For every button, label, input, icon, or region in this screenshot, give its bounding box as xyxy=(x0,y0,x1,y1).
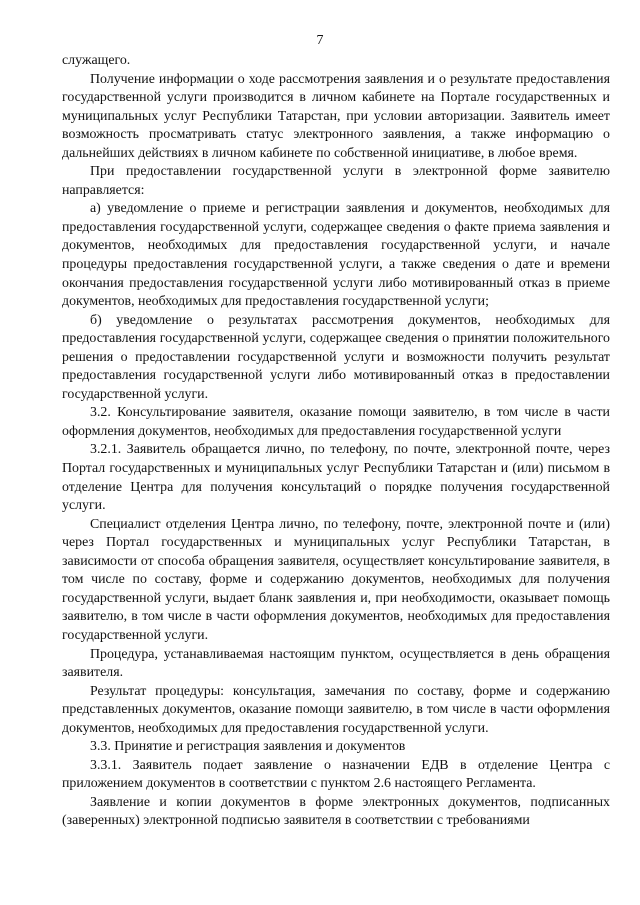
paragraph: Заявление и копии документов в форме электронных документов, подписанных (заверенных) электронной подписью заявителя в соответствии с требованиями xyxy=(62,794,610,829)
section-heading: 3.3. Принятие и регистрация заявления и документов xyxy=(90,739,406,755)
paragraph: Результат процедуры: консультация, замечания по составу, форме и содержанию представленных документов, оказание помощи заявителю, в том числе в части оформления документов, необходимых для предоставления государственной услуги. xyxy=(62,683,610,736)
paragraph: 3.3.1. Заявитель подает заявление о назначении ЕДВ в отделение Центра с приложением документов в соответствии с пунктом 2.6 настоящего Регламента. xyxy=(62,757,610,792)
paragraph: 3.2.1. Заявитель обращается лично, по телефону, по почте, электронной почте, через Портал государственных и муниципальных услуг Республики Татарстан и (или) письмом в отделение Центра для получения консультаций о порядке получения государственной услуги. xyxy=(62,442,610,514)
section-heading: 3.2. Консультирование заявителя, оказание помощи заявителю, в том числе в части оформления документов, необходимых для предоставления государственной услуги xyxy=(62,405,610,439)
list-item-a: а) уведомление о приеме и регистрации заявления и документов, необходимых для предоставления государственной услуги, содержащее сведения о факте приема заявления и документов, необходимых для предоставления государственной услуги, и начале процедуры предоставления государственной услуги, а также сведения о дате и времени окончания предоставления государственной услуги либо мотивированный отказ в приеме документов, необходимых для предоставления государственной услуги; xyxy=(62,201,610,310)
paragraph: Получение информации о ходе рассмотрения заявления и о результате предоставления государственной услуги производится в личном кабинете на Портале государственных и муниципальных услуг Республики Татарстан, при условии авторизации. Заявитель имеет возможность просматривать статус электронного заявления, а также информацию о дальнейших действиях в личном кабинете по собственной инициативе, в любое время. xyxy=(62,71,610,161)
paragraph: При предоставлении государственной услуги в электронной форме заявителю направляется: xyxy=(62,164,610,198)
page-number: 7 xyxy=(316,33,324,48)
paragraph: служащего. xyxy=(62,53,131,68)
paragraph: Специалист отделения Центра лично, по телефону, почте, электронной почте и (или) через Портал государственных и муниципальных услуг Республики Татарстан, в зависимости от способа обращения заявителя, осуществляет консультирование заявителя, в том числе по составу, форме и содержанию документов, необходимых для получения государственной услуги, выдает бланк заявления и, при необходимости, оказывает помощь заявителю, в том числе в части оформления документов, необходимых для предоставления государственной услуги. xyxy=(62,516,610,643)
list-item-b: б) уведомление о результатах рассмотрения документов, необходимых для предоставления государственной услуги, содержащее сведения о принятии положительного решения о предоставлении государственной услуги и возможности получить результат предоставления государственной услуги либо мотивированный отказ в предоставлении государственной услуги. xyxy=(62,312,610,402)
paragraph: Процедура, устанавливаемая настоящим пунктом, осуществляется в день обращения заявителя. xyxy=(62,646,610,681)
document-body xyxy=(62,52,610,831)
